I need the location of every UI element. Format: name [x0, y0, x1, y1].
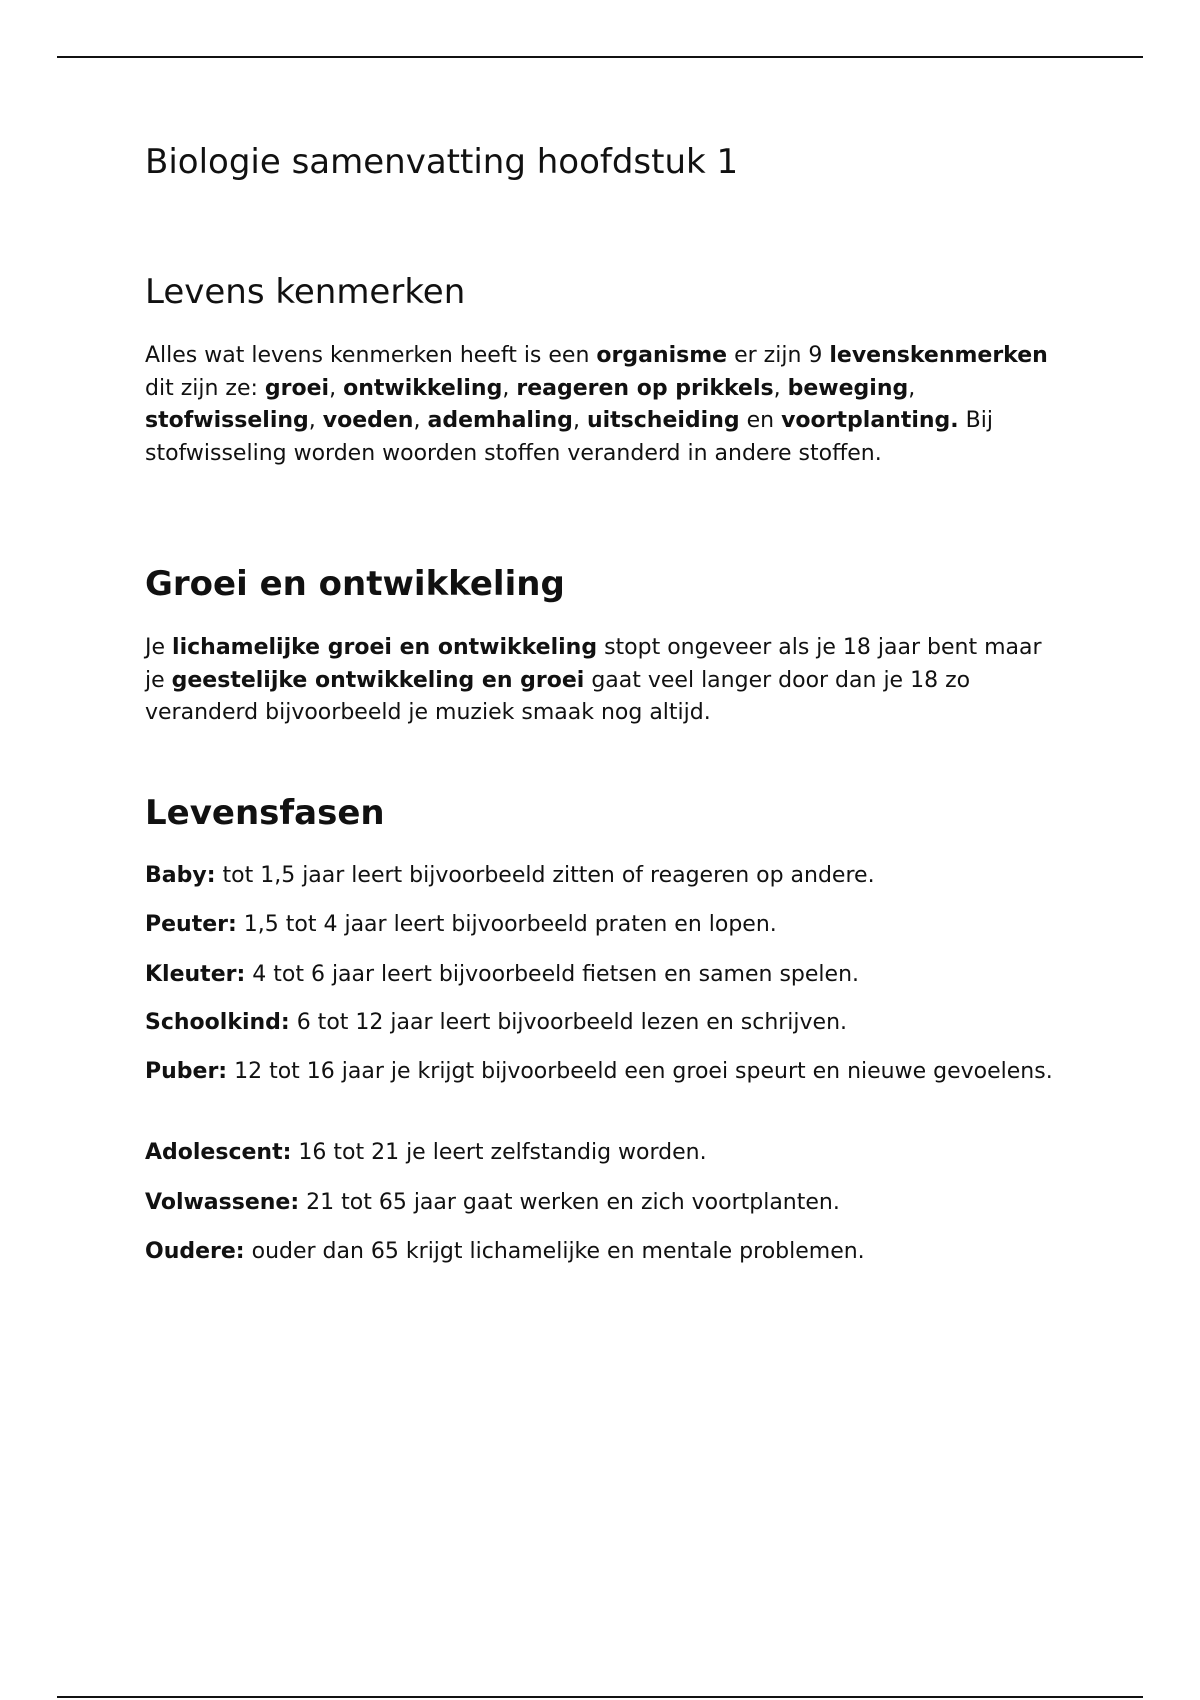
phase-text: 12 tot 16 jaar je krijgt bijvoorbeeld een groei speurt en nieuwe gevoelens.	[227, 1059, 1053, 1084]
bold-term: lichamelijke groei en ontwikkeling	[172, 635, 598, 660]
phase-text: ouder dan 65 krijgt lichamelijke en mentale problemen.	[244, 1239, 865, 1264]
bold-term: voeden	[322, 408, 414, 433]
text-span: Je	[145, 635, 173, 660]
text-span: gaat veel langer door dan je 18 zo veranderd bijvoorbeeld je muziek smaak nog altijd.	[145, 667, 971, 725]
phase-item	[145, 1056, 1065, 1089]
text-span: ,	[308, 408, 323, 433]
bold-term: groei	[264, 375, 330, 401]
heading-levensfasen: Levensfasen	[145, 793, 385, 833]
phase-item	[145, 1187, 1065, 1220]
bold-term: beweging	[787, 375, 909, 401]
phase-item	[145, 1007, 1065, 1040]
bold-term: organisme	[596, 343, 728, 368]
phase-label: Kleuter:	[145, 962, 246, 987]
text-span: ,	[773, 375, 788, 401]
heading-groei-en-ontwikkeling: Groei en ontwikkeling	[145, 564, 565, 604]
phase-label: Oudere:	[145, 1239, 245, 1264]
bottom-rule	[57, 1696, 1143, 1698]
phase-item	[145, 1137, 1065, 1170]
text-span: Bij stofwisseling worden woorden stoffen veranderd in andere stoffen.	[145, 408, 993, 466]
bold-term: reageren op prikkels	[516, 375, 774, 401]
phase-item	[145, 1236, 1065, 1269]
text-span: stopt ongeveer als je 18 jaar bent maar je	[145, 635, 1042, 693]
phase-label: Baby:	[145, 863, 216, 888]
text-span: ,	[908, 375, 916, 401]
text-span: dit zijn ze:	[145, 375, 265, 401]
phase-label: Adolescent:	[145, 1140, 292, 1165]
bold-term: uitscheiding	[586, 408, 740, 433]
text-span: ,	[572, 408, 587, 433]
phase-label: Schoolkind:	[145, 1010, 290, 1035]
phase-item	[145, 959, 1065, 992]
paragraph-levens-kenmerken	[145, 340, 1065, 470]
text-span: ,	[329, 375, 344, 401]
bold-term: ontwikkeling	[343, 375, 503, 401]
phase-text: 16 tot 21 je leert zelfstandig worden.	[291, 1140, 707, 1165]
phase-text: tot 1,5 jaar leert bijvoorbeeld zitten of reageren op andere.	[215, 863, 875, 888]
phase-item	[145, 860, 1065, 893]
paragraph-groei-en-ontwikkeling	[145, 632, 1065, 730]
bold-term: voortplanting.	[781, 408, 959, 433]
bold-term: stofwisseling	[145, 408, 309, 433]
text-span: ,	[502, 375, 517, 401]
top-rule	[57, 56, 1143, 58]
text-span: en	[739, 408, 782, 433]
bold-term: ademhaling	[427, 408, 573, 433]
phase-item	[145, 909, 1065, 942]
heading-levens-kenmerken: Levens kenmerken	[145, 272, 466, 312]
phase-text: 6 tot 12 jaar leert bijvoorbeeld lezen en schrijven.	[289, 1010, 848, 1035]
phase-text: 4 tot 6 jaar leert bijvoorbeeld fietsen en samen spelen.	[245, 962, 859, 987]
phase-text: 1,5 tot 4 jaar leert bijvoorbeeld praten en lopen.	[236, 912, 777, 937]
phase-label: Puber:	[145, 1059, 228, 1084]
text-span: Alles wat levens kenmerken heeft is een	[145, 343, 597, 368]
bold-term: geestelijke ontwikkeling en groei	[171, 667, 585, 693]
phase-label: Volwassene:	[145, 1190, 300, 1215]
phase-text: 21 tot 65 jaar gaat werken en zich voortplanten.	[299, 1190, 840, 1215]
bold-term: levenskenmerken	[829, 343, 1048, 368]
document-title: Biologie samenvatting hoofdstuk 1	[145, 142, 739, 182]
text-span: ,	[413, 408, 428, 433]
phase-label: Peuter:	[145, 912, 237, 937]
text-span: er zijn 9	[727, 343, 830, 368]
